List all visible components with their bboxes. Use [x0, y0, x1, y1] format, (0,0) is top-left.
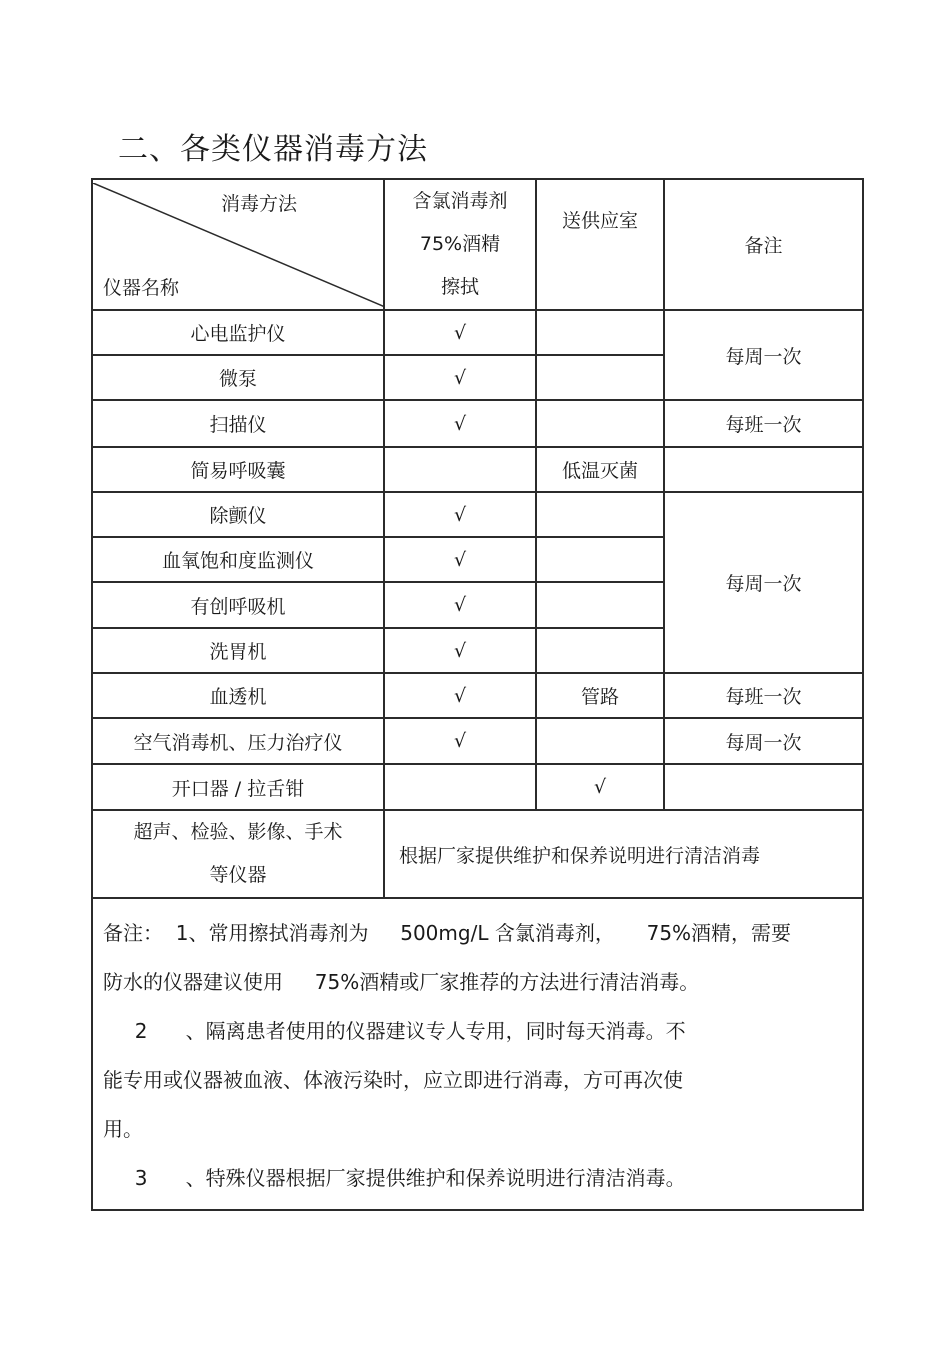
remark-cell: [664, 764, 863, 810]
wipe-mark: √: [384, 492, 536, 537]
supply-cell: √: [536, 764, 664, 810]
diagonal-header-cell: [92, 179, 384, 310]
table-row: [92, 673, 863, 718]
table-row: [92, 810, 863, 898]
device-name: 心电监护仪: [92, 310, 384, 355]
header-remark: 备注: [664, 179, 863, 310]
wipe-mark: √: [384, 628, 536, 673]
header-wipe: 含氯消毒剂 75%酒精 擦拭: [384, 179, 536, 310]
wipe-mark: √: [384, 355, 536, 400]
supply-cell: [536, 582, 664, 628]
header-device-label: 仪器名称: [103, 276, 180, 299]
wipe-mark: √: [384, 673, 536, 718]
supply-cell: [536, 537, 664, 582]
remark-cell: 每周一次: [664, 718, 863, 764]
supply-cell: [536, 400, 664, 447]
table-header-row: [92, 179, 863, 310]
remark-cell: 每周一次: [664, 492, 863, 673]
device-name: 扫描仪: [92, 400, 384, 447]
wipe-mark: √: [384, 718, 536, 764]
device-name: 洗胃机: [92, 628, 384, 673]
device-name: 空气消毒机、压力治疗仪: [92, 718, 384, 764]
wipe-mark: √: [384, 537, 536, 582]
supply-cell: 低温灭菌: [536, 447, 664, 492]
device-name: 简易呼吸囊: [92, 447, 384, 492]
note-line: 备注： 1、常用擦拭消毒剂为 500mg/L 含氯消毒剂， 75%酒精，需要: [103, 921, 792, 945]
device-name: 除颤仪: [92, 492, 384, 537]
remark-cell: [664, 447, 863, 492]
notes-cell: [92, 898, 863, 1210]
table-row: [92, 764, 863, 810]
note-line: 用。: [103, 1117, 143, 1141]
remark-cell: 每班一次: [664, 400, 863, 447]
header-method-label: 消毒方法: [221, 192, 298, 215]
manufacturer-instruction: 根据厂家提供维护和保养说明进行清洁消毒: [384, 810, 863, 898]
wipe-mark: [384, 447, 536, 492]
table-row: [92, 718, 863, 764]
note-line: 能专用或仪器被血液、体液污染时，应立即进行消毒，方可再次使: [103, 1068, 683, 1092]
supply-cell: [536, 310, 664, 355]
wipe-mark: √: [384, 582, 536, 628]
supply-cell: [536, 355, 664, 400]
remark-cell: 每班一次: [664, 673, 863, 718]
table-row: [92, 447, 863, 492]
device-name: 微泵: [92, 355, 384, 400]
notes-row: [92, 898, 863, 1210]
table-row: [92, 400, 863, 447]
device-name: 血透机: [92, 673, 384, 718]
table-row: [92, 310, 863, 355]
header-supply: 送供应室: [536, 179, 664, 310]
disinfection-table: [91, 178, 864, 1211]
remark-cell: 每周一次: [664, 310, 863, 400]
note-line: 2 、隔离患者使用的仪器建议专人专用，同时每天消毒。不: [103, 1019, 686, 1043]
wipe-mark: [384, 764, 536, 810]
device-name: 开口器 / 拉舌钳: [92, 764, 384, 810]
note-line: 防水的仪器建议使用 75%酒精或厂家推荐的方法进行清洁消毒。: [103, 970, 700, 994]
note-line: 3 、特殊仪器根据厂家提供维护和保养说明进行清洁消毒。: [103, 1166, 686, 1190]
table-row: [92, 492, 863, 537]
device-name: 血氧饱和度监测仪: [92, 537, 384, 582]
wipe-mark: √: [384, 400, 536, 447]
supply-cell: [536, 718, 664, 764]
supply-cell: [536, 492, 664, 537]
supply-cell: 管路: [536, 673, 664, 718]
wipe-mark: √: [384, 310, 536, 355]
device-name: 有创呼吸机: [92, 582, 384, 628]
device-name: 超声、检验、影像、手术 等仪器: [92, 810, 384, 898]
supply-cell: [536, 628, 664, 673]
page-title: 二、各类仪器消毒方法: [118, 132, 428, 167]
